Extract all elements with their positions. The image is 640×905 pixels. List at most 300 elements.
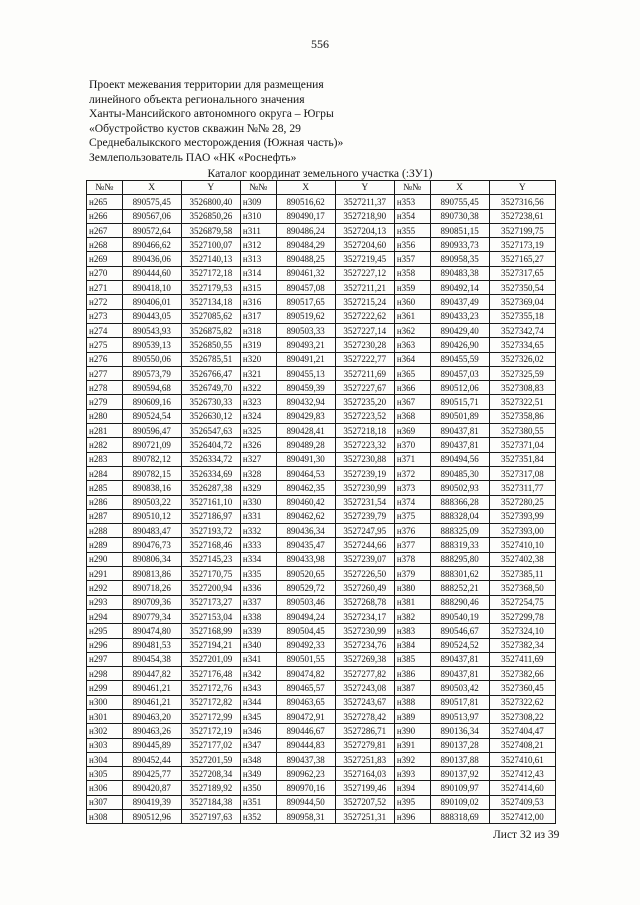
point-number-cell: н362 — [394, 323, 430, 337]
table-row — [87, 509, 556, 523]
point-number-cell: н395 — [394, 795, 430, 809]
point-number-cell: н345 — [240, 709, 276, 723]
y-coordinate-cell: 3527342,74 — [489, 323, 555, 337]
table-row — [87, 538, 556, 552]
point-number-cell: н295 — [87, 624, 123, 638]
x-coordinate-cell: 890444,60 — [122, 266, 181, 280]
x-coordinate-cell: 890851,15 — [430, 223, 489, 237]
x-coordinate-cell: 890596,47 — [122, 424, 181, 438]
y-coordinate-cell: 3527360,45 — [489, 681, 555, 695]
x-coordinate-cell: 890958,31 — [276, 810, 335, 824]
point-number-cell: н387 — [394, 681, 430, 695]
y-coordinate-cell: 3527409,53 — [489, 795, 555, 809]
table-row — [87, 795, 556, 809]
point-number-cell: н361 — [394, 309, 430, 323]
y-coordinate-cell: 3527308,22 — [489, 709, 555, 723]
point-number-cell: н355 — [394, 223, 430, 237]
x-coordinate-cell: 890461,32 — [276, 266, 335, 280]
point-number-cell: н297 — [87, 652, 123, 666]
point-number-cell: н335 — [240, 567, 276, 581]
y-coordinate-cell: 3527382,66 — [489, 667, 555, 681]
point-number-cell: н303 — [87, 738, 123, 752]
coordinates-table — [86, 180, 556, 824]
point-number-cell: н372 — [394, 466, 430, 480]
y-coordinate-cell: 3527164,03 — [335, 767, 394, 781]
y-coordinate-cell: 3527251,83 — [335, 752, 394, 766]
x-coordinate-cell: 890455,59 — [430, 352, 489, 366]
point-number-cell: н327 — [240, 452, 276, 466]
y-coordinate-cell: 3526404,72 — [181, 438, 240, 452]
x-coordinate-cell: 890503,46 — [276, 595, 335, 609]
x-coordinate-cell: 890546,67 — [430, 624, 489, 638]
x-coordinate-cell: 890782,12 — [122, 452, 181, 466]
point-number-cell: н381 — [394, 595, 430, 609]
y-coordinate-cell: 3527199,46 — [335, 781, 394, 795]
x-coordinate-cell: 890485,30 — [430, 466, 489, 480]
y-coordinate-cell: 3527204,60 — [335, 238, 394, 252]
point-number-cell: н396 — [394, 810, 430, 824]
point-number-cell: н307 — [87, 795, 123, 809]
point-number-cell: н296 — [87, 638, 123, 652]
y-coordinate-cell: 3527308,83 — [489, 381, 555, 395]
point-number-cell: н330 — [240, 495, 276, 509]
point-number-cell: н349 — [240, 767, 276, 781]
table-row — [87, 667, 556, 681]
x-coordinate-cell: 890512,06 — [430, 381, 489, 395]
y-coordinate-cell: 3527201,59 — [181, 752, 240, 766]
page-number: 556 — [311, 37, 329, 51]
y-coordinate-cell: 3527222,77 — [335, 352, 394, 366]
y-coordinate-cell: 3527085,62 — [181, 309, 240, 323]
x-coordinate-cell: 890459,39 — [276, 381, 335, 395]
y-coordinate-cell: 3526850,26 — [181, 209, 240, 223]
y-coordinate-cell: 3527176,48 — [181, 667, 240, 681]
table-row — [87, 495, 556, 509]
x-coordinate-cell: 890454,38 — [122, 652, 181, 666]
y-coordinate-cell: 3527201,09 — [181, 652, 240, 666]
y-coordinate-cell: 3527189,92 — [181, 781, 240, 795]
point-number-cell: н326 — [240, 438, 276, 452]
sheet-counter: Лист 32 из 39 — [493, 829, 560, 841]
x-coordinate-cell: 890435,47 — [276, 538, 335, 552]
col-header-point-number: №№ — [394, 181, 430, 195]
y-coordinate-cell: 3527170,75 — [181, 567, 240, 581]
point-number-cell: н348 — [240, 752, 276, 766]
table-row — [87, 609, 556, 623]
point-number-cell: н313 — [240, 252, 276, 266]
point-number-cell: н288 — [87, 524, 123, 538]
y-coordinate-cell: 3527317,65 — [489, 266, 555, 280]
x-coordinate-cell: 890452,44 — [122, 752, 181, 766]
x-coordinate-cell: 890513,97 — [430, 709, 489, 723]
y-coordinate-cell: 3527177,02 — [181, 738, 240, 752]
x-coordinate-cell: 890519,62 — [276, 309, 335, 323]
table-row — [87, 581, 556, 595]
x-coordinate-cell: 890437,81 — [430, 667, 489, 681]
y-coordinate-cell: 3527243,08 — [335, 681, 394, 695]
point-number-cell: н318 — [240, 323, 276, 337]
point-number-cell: н273 — [87, 309, 123, 323]
y-coordinate-cell: 3527227,14 — [335, 323, 394, 337]
x-coordinate-cell: 890517,81 — [430, 695, 489, 709]
point-number-cell: н375 — [394, 509, 430, 523]
point-number-cell: н300 — [87, 695, 123, 709]
table-row — [87, 352, 556, 366]
x-coordinate-cell: 890481,53 — [122, 638, 181, 652]
x-coordinate-cell: 890425,77 — [122, 767, 181, 781]
x-coordinate-cell: 888295,80 — [430, 552, 489, 566]
point-number-cell: н331 — [240, 509, 276, 523]
point-number-cell: н320 — [240, 352, 276, 366]
y-coordinate-cell: 3527200,94 — [181, 581, 240, 595]
point-number-cell: н286 — [87, 495, 123, 509]
point-number-cell: н298 — [87, 667, 123, 681]
x-coordinate-cell: 890418,10 — [122, 281, 181, 295]
y-coordinate-cell: 3527153,04 — [181, 609, 240, 623]
y-coordinate-cell: 3527368,50 — [489, 581, 555, 595]
x-coordinate-cell: 890813,86 — [122, 567, 181, 581]
y-coordinate-cell: 3527412,43 — [489, 767, 555, 781]
x-coordinate-cell: 890136,34 — [430, 724, 489, 738]
y-coordinate-cell: 3527211,21 — [335, 281, 394, 295]
x-coordinate-cell: 890472,91 — [276, 709, 335, 723]
point-number-cell: н309 — [240, 195, 276, 209]
x-coordinate-cell: 890433,98 — [276, 552, 335, 566]
x-coordinate-cell: 890444,83 — [276, 738, 335, 752]
point-number-cell: н272 — [87, 295, 123, 309]
table-row — [87, 752, 556, 766]
point-number-cell: н356 — [394, 238, 430, 252]
x-coordinate-cell: 890462,35 — [276, 481, 335, 495]
point-number-cell: н360 — [394, 295, 430, 309]
table-row — [87, 452, 556, 466]
point-number-cell: н304 — [87, 752, 123, 766]
header-line: Среднебалыкского месторождения (Южная часть)» — [89, 136, 344, 150]
x-coordinate-cell: 890550,06 — [122, 352, 181, 366]
x-coordinate-cell: 890782,15 — [122, 466, 181, 480]
point-number-cell: н344 — [240, 695, 276, 709]
x-coordinate-cell: 890504,45 — [276, 624, 335, 638]
y-coordinate-cell: 3527193,72 — [181, 524, 240, 538]
y-coordinate-cell: 3527234,17 — [335, 609, 394, 623]
point-number-cell: н393 — [394, 767, 430, 781]
y-coordinate-cell: 3527410,61 — [489, 752, 555, 766]
point-number-cell: н277 — [87, 366, 123, 380]
y-coordinate-cell: 3527211,69 — [335, 366, 394, 380]
y-coordinate-cell: 3527211,37 — [335, 195, 394, 209]
document-header — [89, 78, 343, 166]
point-number-cell: н310 — [240, 209, 276, 223]
point-number-cell: н342 — [240, 667, 276, 681]
point-number-cell: н359 — [394, 281, 430, 295]
x-coordinate-cell: 888328,04 — [430, 509, 489, 523]
point-number-cell: н270 — [87, 266, 123, 280]
x-coordinate-cell: 890437,49 — [430, 295, 489, 309]
y-coordinate-cell: 3527239,19 — [335, 466, 394, 480]
point-number-cell: н290 — [87, 552, 123, 566]
y-coordinate-cell: 3527254,75 — [489, 595, 555, 609]
y-coordinate-cell: 3527235,20 — [335, 395, 394, 409]
point-number-cell: н388 — [394, 695, 430, 709]
col-header-y: Y — [335, 181, 394, 195]
point-number-cell: н323 — [240, 395, 276, 409]
point-number-cell: н285 — [87, 481, 123, 495]
point-number-cell: н363 — [394, 338, 430, 352]
x-coordinate-cell: 890489,28 — [276, 438, 335, 452]
point-number-cell: н271 — [87, 281, 123, 295]
point-number-cell: н353 — [394, 195, 430, 209]
x-coordinate-cell: 890486,24 — [276, 223, 335, 237]
x-coordinate-cell: 890406,01 — [122, 295, 181, 309]
x-coordinate-cell: 890419,39 — [122, 795, 181, 809]
point-number-cell: н339 — [240, 624, 276, 638]
y-coordinate-cell: 3527218,18 — [335, 424, 394, 438]
point-number-cell: н384 — [394, 638, 430, 652]
point-number-cell: н279 — [87, 395, 123, 409]
point-number-cell: н347 — [240, 738, 276, 752]
point-number-cell: н346 — [240, 724, 276, 738]
point-number-cell: н294 — [87, 609, 123, 623]
y-coordinate-cell: 3526287,38 — [181, 481, 240, 495]
x-coordinate-cell: 890457,03 — [430, 366, 489, 380]
point-number-cell: н301 — [87, 709, 123, 723]
table-row — [87, 552, 556, 566]
table-row — [87, 381, 556, 395]
point-number-cell: н337 — [240, 595, 276, 609]
y-coordinate-cell: 3527172,19 — [181, 724, 240, 738]
point-number-cell: н334 — [240, 552, 276, 566]
col-header-x: X — [430, 181, 489, 195]
point-number-cell: н394 — [394, 781, 430, 795]
y-coordinate-cell: 3527408,21 — [489, 738, 555, 752]
x-coordinate-cell: 890539,13 — [122, 338, 181, 352]
y-coordinate-cell: 3527172,82 — [181, 695, 240, 709]
point-number-cell: н287 — [87, 509, 123, 523]
y-coordinate-cell: 3527223,32 — [335, 438, 394, 452]
x-coordinate-cell: 890437,38 — [276, 752, 335, 766]
x-coordinate-cell: 890503,22 — [122, 495, 181, 509]
x-coordinate-cell: 890426,90 — [430, 338, 489, 352]
point-number-cell: н299 — [87, 681, 123, 695]
x-coordinate-cell: 890464,53 — [276, 466, 335, 480]
point-number-cell: н281 — [87, 424, 123, 438]
y-coordinate-cell: 3527280,25 — [489, 495, 555, 509]
y-coordinate-cell: 3527230,28 — [335, 338, 394, 352]
x-coordinate-cell: 890466,62 — [122, 238, 181, 252]
y-coordinate-cell: 3527324,10 — [489, 624, 555, 638]
x-coordinate-cell: 890501,55 — [276, 652, 335, 666]
y-coordinate-cell: 3527355,18 — [489, 309, 555, 323]
point-number-cell: н325 — [240, 424, 276, 438]
table-row — [87, 338, 556, 352]
x-coordinate-cell: 888318,69 — [430, 810, 489, 824]
y-coordinate-cell: 3526766,47 — [181, 366, 240, 380]
table-row — [87, 281, 556, 295]
x-coordinate-cell: 890502,93 — [430, 481, 489, 495]
x-coordinate-cell: 890433,23 — [430, 309, 489, 323]
x-coordinate-cell: 890137,92 — [430, 767, 489, 781]
x-coordinate-cell: 890493,21 — [276, 338, 335, 352]
y-coordinate-cell: 3527322,51 — [489, 395, 555, 409]
point-number-cell: н293 — [87, 595, 123, 609]
y-coordinate-cell: 3527238,61 — [489, 209, 555, 223]
y-coordinate-cell: 3527186,97 — [181, 509, 240, 523]
y-coordinate-cell: 3527145,23 — [181, 552, 240, 566]
y-coordinate-cell: 3527218,90 — [335, 209, 394, 223]
point-number-cell: н332 — [240, 524, 276, 538]
x-coordinate-cell: 890718,26 — [122, 581, 181, 595]
point-number-cell: н380 — [394, 581, 430, 595]
x-coordinate-cell: 890455,13 — [276, 366, 335, 380]
y-coordinate-cell: 3527230,99 — [335, 624, 394, 638]
table-header-row — [87, 181, 556, 195]
y-coordinate-cell: 3527239,79 — [335, 509, 394, 523]
point-number-cell: н329 — [240, 481, 276, 495]
point-number-cell: н311 — [240, 223, 276, 237]
point-number-cell: н269 — [87, 252, 123, 266]
col-header-point-number: №№ — [87, 181, 123, 195]
y-coordinate-cell: 3526334,72 — [181, 452, 240, 466]
x-coordinate-cell: 890755,45 — [430, 195, 489, 209]
y-coordinate-cell: 3527251,31 — [335, 810, 394, 824]
x-coordinate-cell: 890437,81 — [430, 438, 489, 452]
x-coordinate-cell: 888319,33 — [430, 538, 489, 552]
x-coordinate-cell: 890447,82 — [122, 667, 181, 681]
x-coordinate-cell: 890465,57 — [276, 681, 335, 695]
y-coordinate-cell: 3527199,75 — [489, 223, 555, 237]
x-coordinate-cell: 890436,06 — [122, 252, 181, 266]
y-coordinate-cell: 3527223,52 — [335, 409, 394, 423]
point-number-cell: н306 — [87, 781, 123, 795]
point-number-cell: н338 — [240, 609, 276, 623]
x-coordinate-cell: 890462,62 — [276, 509, 335, 523]
table-row — [87, 323, 556, 337]
x-coordinate-cell: 890494,24 — [276, 609, 335, 623]
y-coordinate-cell: 3527134,18 — [181, 295, 240, 309]
x-coordinate-cell: 890461,21 — [122, 681, 181, 695]
y-coordinate-cell: 3527269,38 — [335, 652, 394, 666]
table-row — [87, 767, 556, 781]
x-coordinate-cell: 890709,36 — [122, 595, 181, 609]
y-coordinate-cell: 3527230,88 — [335, 452, 394, 466]
x-coordinate-cell: 890779,34 — [122, 609, 181, 623]
x-coordinate-cell: 890512,96 — [122, 810, 181, 824]
x-coordinate-cell: 890970,16 — [276, 781, 335, 795]
x-coordinate-cell: 890483,47 — [122, 524, 181, 538]
point-number-cell: н370 — [394, 438, 430, 452]
x-coordinate-cell: 890944,50 — [276, 795, 335, 809]
point-number-cell: н336 — [240, 581, 276, 595]
point-number-cell: н358 — [394, 266, 430, 280]
table-row — [87, 652, 556, 666]
header-line: Землепользователь ПАО «НК «Роснефть» — [89, 150, 297, 164]
y-coordinate-cell: 3527165,27 — [489, 252, 555, 266]
y-coordinate-cell: 3527243,67 — [335, 695, 394, 709]
x-coordinate-cell: 890503,33 — [276, 323, 335, 337]
point-number-cell: н289 — [87, 538, 123, 552]
x-coordinate-cell: 890609,16 — [122, 395, 181, 409]
point-number-cell: н352 — [240, 810, 276, 824]
point-number-cell: н383 — [394, 624, 430, 638]
y-coordinate-cell: 3527168,46 — [181, 538, 240, 552]
point-number-cell: н322 — [240, 381, 276, 395]
table-row — [87, 567, 556, 581]
table-row — [87, 223, 556, 237]
table-row — [87, 309, 556, 323]
point-number-cell: н390 — [394, 724, 430, 738]
table-row — [87, 295, 556, 309]
y-coordinate-cell: 3527260,49 — [335, 581, 394, 595]
point-number-cell: н316 — [240, 295, 276, 309]
y-coordinate-cell: 3526547,63 — [181, 424, 240, 438]
y-coordinate-cell: 3526334,69 — [181, 466, 240, 480]
x-coordinate-cell: 888290,46 — [430, 595, 489, 609]
point-number-cell: н376 — [394, 524, 430, 538]
table-row — [87, 466, 556, 480]
point-number-cell: н373 — [394, 481, 430, 495]
point-number-cell: н366 — [394, 381, 430, 395]
point-number-cell: н324 — [240, 409, 276, 423]
x-coordinate-cell: 890491,21 — [276, 352, 335, 366]
point-number-cell: н315 — [240, 281, 276, 295]
y-coordinate-cell: 3527411,69 — [489, 652, 555, 666]
x-coordinate-cell: 890483,38 — [430, 266, 489, 280]
point-number-cell: н267 — [87, 223, 123, 237]
point-number-cell: н265 — [87, 195, 123, 209]
point-number-cell: н312 — [240, 238, 276, 252]
point-number-cell: н357 — [394, 252, 430, 266]
point-number-cell: н280 — [87, 409, 123, 423]
y-coordinate-cell: 3527100,07 — [181, 238, 240, 252]
table-row — [87, 395, 556, 409]
y-coordinate-cell: 3527219,45 — [335, 252, 394, 266]
table-row — [87, 252, 556, 266]
x-coordinate-cell: 890721,09 — [122, 438, 181, 452]
point-number-cell: н374 — [394, 495, 430, 509]
x-coordinate-cell: 890494,56 — [430, 452, 489, 466]
y-coordinate-cell: 3527414,60 — [489, 781, 555, 795]
point-number-cell: н367 — [394, 395, 430, 409]
table-row — [87, 624, 556, 638]
y-coordinate-cell: 3526630,12 — [181, 409, 240, 423]
y-coordinate-cell: 3527382,34 — [489, 638, 555, 652]
point-number-cell: н302 — [87, 724, 123, 738]
point-number-cell: н364 — [394, 352, 430, 366]
point-number-cell: н314 — [240, 266, 276, 280]
y-coordinate-cell: 3527268,78 — [335, 595, 394, 609]
y-coordinate-cell: 3527393,00 — [489, 524, 555, 538]
y-coordinate-cell: 3526879,58 — [181, 223, 240, 237]
y-coordinate-cell: 3527351,84 — [489, 452, 555, 466]
point-number-cell: н268 — [87, 238, 123, 252]
x-coordinate-cell: 890463,20 — [122, 709, 181, 723]
point-number-cell: н278 — [87, 381, 123, 395]
x-coordinate-cell: 890933,73 — [430, 238, 489, 252]
point-number-cell: н317 — [240, 309, 276, 323]
x-coordinate-cell: 890437,81 — [430, 652, 489, 666]
point-number-cell: н343 — [240, 681, 276, 695]
y-coordinate-cell: 3527350,54 — [489, 281, 555, 295]
x-coordinate-cell: 890567,06 — [122, 209, 181, 223]
x-coordinate-cell: 890520,65 — [276, 567, 335, 581]
point-number-cell: н392 — [394, 752, 430, 766]
y-coordinate-cell: 3527278,42 — [335, 709, 394, 723]
col-header-point-number: №№ — [240, 181, 276, 195]
x-coordinate-cell: 890730,38 — [430, 209, 489, 223]
point-number-cell: н328 — [240, 466, 276, 480]
x-coordinate-cell: 888301,62 — [430, 567, 489, 581]
x-coordinate-cell: 890492,33 — [276, 638, 335, 652]
